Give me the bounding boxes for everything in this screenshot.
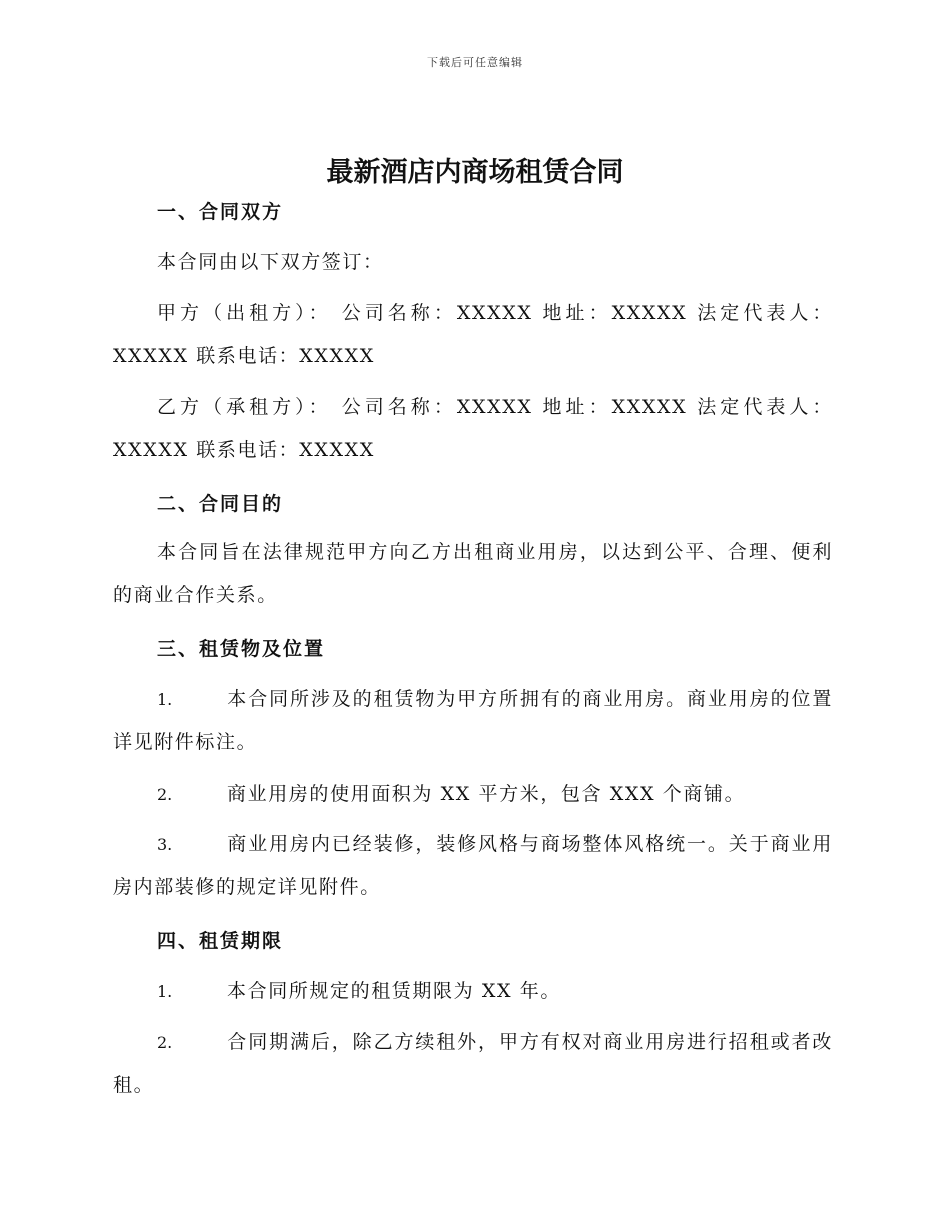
paragraph-party-b: 乙方（承租方）： 公司名称：XXXXX 地址：XXXXX 法定代表人：XXXXX 联系电话：XXXXX [113, 396, 833, 461]
list-item [113, 823, 833, 909]
list-item [113, 970, 833, 1013]
document-title: 最新酒店内商场租赁合同 [326, 157, 624, 188]
list-item-number: 1. [157, 982, 173, 1001]
list-item-text: 商业用房内已经装修，装修风格与商场整体风格统一。关于商业用房内部装修的规定详见附件。 [113, 833, 833, 898]
section-heading-parties: 一、合同双方 [157, 201, 284, 223]
paragraph-party-a: 甲方（出租方）： 公司名称：XXXXX 地址：XXXXX 法定代表人：XXXXX 联系电话：XXXXX [113, 302, 833, 367]
list-item-text: 合同期满后，除乙方续租外，甲方有权对商业用房进行招租或者改租。 [113, 1031, 833, 1096]
list-item-text: 本合同所涉及的租赁物为甲方所拥有的商业用房。商业用房的位置详见附件标注。 [113, 688, 833, 753]
paragraph-purpose: 本合同旨在法律规范甲方向乙方出租商业用房，以达到公平、合理、便利的商业合作关系。 [113, 541, 833, 606]
list-item-text: 本合同所规定的租赁期限为 XX 年。 [227, 980, 561, 1002]
section-heading-lease-term: 四、租赁期限 [157, 930, 284, 952]
paragraph-intro: 本合同由以下双方签订： [157, 251, 384, 273]
section-heading-purpose: 二、合同目的 [157, 493, 284, 515]
header-note: 下载后可任意编辑 [427, 56, 523, 69]
list-item-number: 2. [157, 785, 173, 804]
list-item [113, 773, 833, 816]
list-item [113, 678, 833, 764]
list-item-text: 商业用房的使用面积为 XX 平方米，包含 XXX 个商铺。 [227, 783, 746, 805]
list-item-number: 1. [157, 690, 173, 709]
list-item-number: 3. [157, 835, 173, 854]
list-item [113, 1021, 833, 1107]
list-item-number: 2. [157, 1033, 173, 1052]
section-heading-leased-property: 三、租赁物及位置 [157, 638, 326, 660]
